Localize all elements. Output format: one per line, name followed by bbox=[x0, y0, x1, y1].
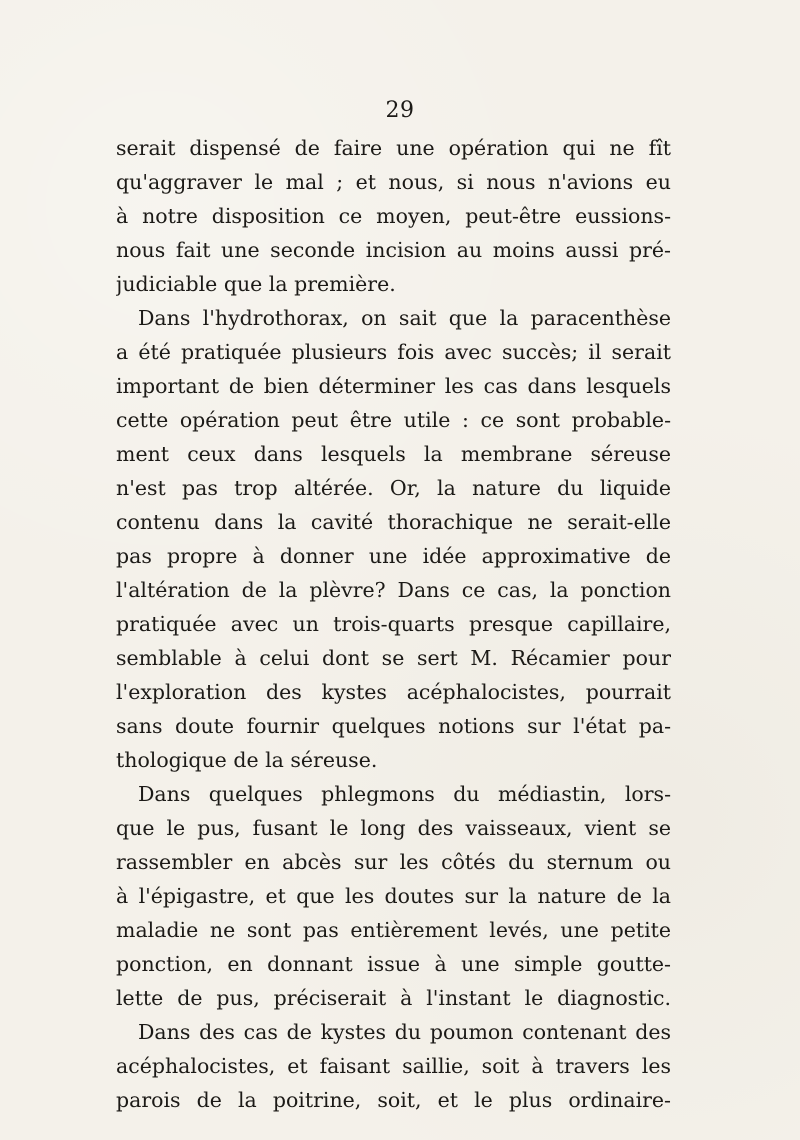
text-line-19: thologique de la séreuse. bbox=[116, 748, 378, 772]
text-line-27: Dans des cas de kystes du poumon contenant des bbox=[138, 1020, 671, 1044]
text-line-8: important de bien déterminer les cas dans lesquels bbox=[116, 374, 671, 398]
text-line-9: cette opération peut être utile : ce sont probable- bbox=[116, 408, 671, 432]
text-line-1: serait dispensé de faire une opération qui ne fît bbox=[116, 136, 671, 160]
text-line-6: Dans l'hydrothorax, on sait que la paracenthèse bbox=[138, 306, 671, 330]
body-text bbox=[116, 131, 671, 1117]
page-number: 29 bbox=[385, 98, 415, 123]
text-line-3: à notre disposition ce moyen, peut-être eussions- bbox=[116, 204, 671, 228]
text-line-23: à l'épigastre, et que les doutes sur la nature de la bbox=[116, 884, 671, 908]
text-line-26: lette de pus, préciserait à l'instant le diagnostic. bbox=[116, 986, 671, 1010]
text-line-7: a été pratiquée plusieurs fois avec succès; il serait bbox=[116, 340, 671, 364]
text-line-4: nous fait une seconde incision au moins aussi pré- bbox=[116, 238, 671, 262]
text-line-2: qu'aggraver le mal ; et nous, si nous n'avions eu bbox=[116, 170, 671, 194]
text-line-28: acéphalocistes, et faisant saillie, soit à travers les bbox=[116, 1054, 671, 1078]
text-line-5: judiciable que la première. bbox=[116, 272, 396, 296]
text-line-24: maladie ne sont pas entièrement levés, une petite bbox=[116, 918, 671, 942]
text-line-11: n'est pas trop altérée. Or, la nature du liquide bbox=[116, 476, 671, 500]
text-line-18: sans doute fournir quelques notions sur l'état pa- bbox=[116, 714, 671, 738]
text-line-10: ment ceux dans lesquels la membrane séreuse bbox=[116, 442, 671, 466]
text-line-25: ponction, en donnant issue à une simple goutte- bbox=[116, 952, 671, 976]
text-line-29: parois de la poitrine, soit, et le plus ordinaire- bbox=[116, 1088, 671, 1112]
text-line-12: contenu dans la cavité thorachique ne serait-elle bbox=[116, 510, 671, 534]
text-line-16: semblable à celui dont se sert M. Récamier pour bbox=[116, 646, 671, 670]
text-line-20: Dans quelques phlegmons du médiastin, lors- bbox=[138, 782, 671, 806]
text-line-21: que le pus, fusant le long des vaisseaux, vient se bbox=[116, 816, 671, 840]
text-line-22: rassembler en abcès sur les côtés du sternum ou bbox=[116, 850, 671, 874]
text-line-13: pas propre à donner une idée approximative de bbox=[116, 544, 671, 568]
text-line-14: l'altération de la plèvre? Dans ce cas, la ponction bbox=[116, 578, 671, 602]
text-line-15: pratiquée avec un trois-quarts presque capillaire, bbox=[116, 612, 671, 636]
text-line-17: l'exploration des kystes acéphalocistes, pourrait bbox=[116, 680, 671, 704]
